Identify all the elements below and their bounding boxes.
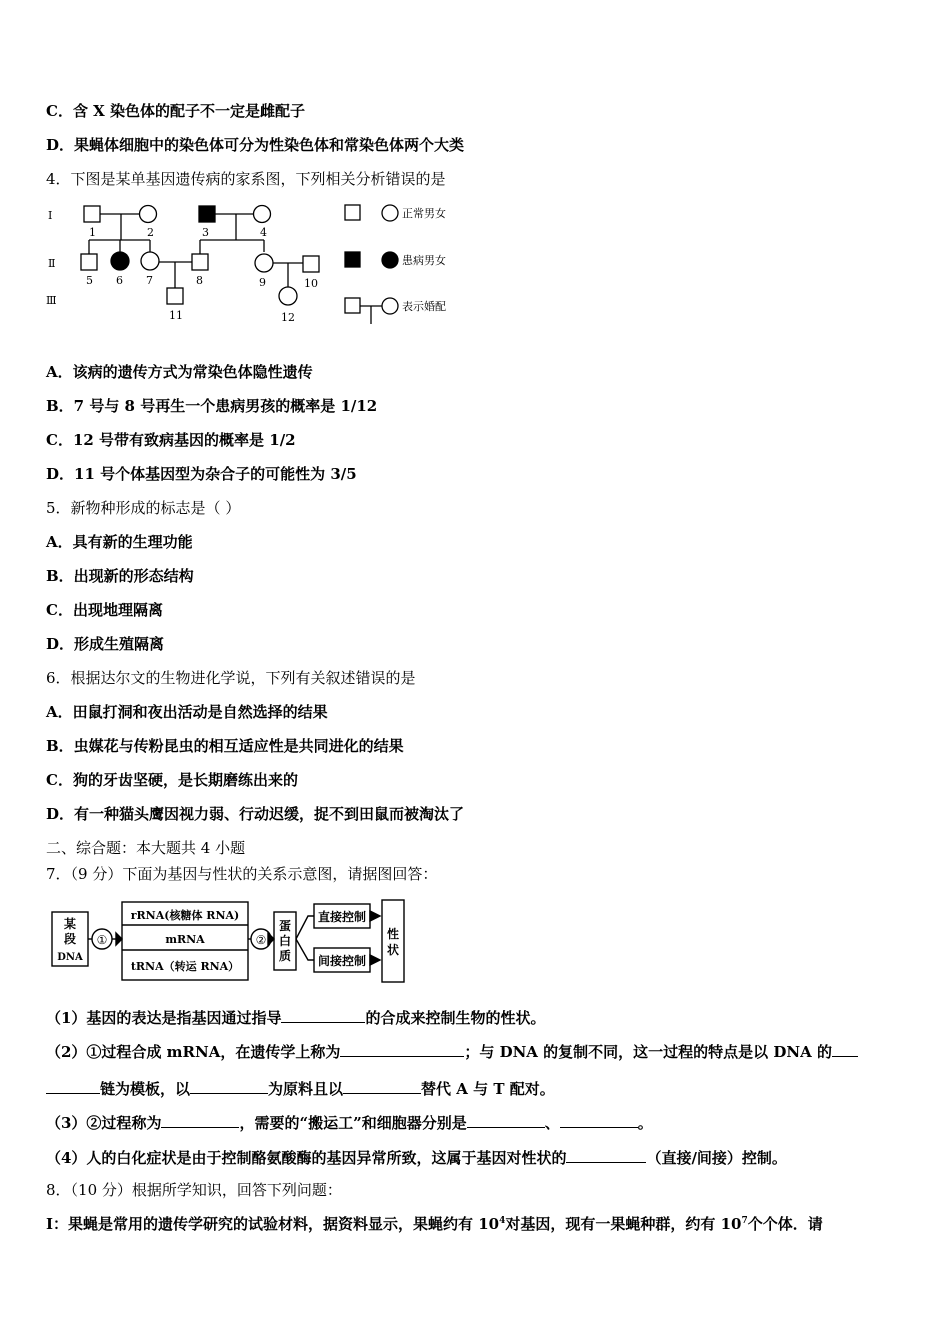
gene-expression-diagram — [50, 898, 410, 986]
q8-part1: Ⅰ：果蝇是常用的遗传学研究的试验材料，据资料显示，果蝇约有 $10^4$对基因，现有一果蝇种群，约有 $10^7$个个体．请 — [46, 1215, 823, 1233]
q5-option-a: A．具有新的生理功能 — [46, 533, 193, 551]
answer-blank[interactable] — [190, 1078, 268, 1094]
rrna-label: rRNA(核糖体 RNA) — [130, 909, 240, 922]
step1-label: ① — [96, 933, 108, 947]
mrna-label: mRNA — [165, 933, 205, 946]
q7-part2-line1: （2）①过程合成 mRNA，在遗传学上称为 ；与 DNA 的复制不同，这一过程的特点是以 DNA 的 — [46, 1041, 858, 1062]
answer-blank[interactable] — [343, 1078, 421, 1094]
q6-option-a: A．田鼠打洞和夜出活动是自然选择的结果 — [46, 703, 328, 721]
pedigree-individual-7 — [141, 252, 159, 270]
q4-option-c: C．12 号带有致病基因的概率是 1/2 — [46, 431, 296, 449]
q5-option-c: C．出现地理隔离 — [46, 601, 163, 619]
legend-affected-label: 患病男女 — [402, 254, 446, 267]
pedigree-num-2: 2 — [147, 226, 154, 239]
answer-blank[interactable] — [46, 1078, 100, 1094]
pedigree-num-11: 11 — [169, 309, 183, 322]
q6-option-b: B．虫媒花与传粉昆虫的相互适应性是共同进化的结果 — [46, 737, 404, 755]
generation-label-1: Ⅰ — [48, 209, 53, 222]
pedigree-individual-9 — [255, 254, 273, 272]
q3-option-c: C．含 X 染色体的配子不一定是雌配子 — [46, 102, 306, 120]
q6-option-c: C．狗的牙齿坚硬，是长期磨练出来的 — [46, 771, 298, 789]
q5-option-b: B．出现新的形态结构 — [46, 567, 194, 585]
legend-normal-label: 正常男女 — [402, 207, 446, 220]
trna-label: tRNA（转运 RNA） — [130, 960, 240, 973]
pedigree-individual-8 — [192, 254, 208, 270]
dna-label-line3: DNA — [57, 952, 83, 963]
direct-control-label: 直接控制 — [317, 910, 367, 924]
answer-blank[interactable] — [340, 1041, 464, 1057]
q4-option-a: A．该病的遗传方式为常染色体隐性遗传 — [46, 363, 313, 381]
q5-option-d: D．形成生殖隔离 — [46, 635, 165, 653]
protein-label-1: 蛋 — [278, 919, 292, 933]
pedigree-num-1: 1 — [89, 226, 96, 239]
pedigree-num-6: 6 — [116, 274, 123, 287]
q7-part3: （3）②过程称为 ，需要的“搬运工”和细胞器分别是 、 。 — [46, 1114, 653, 1132]
generation-label-2: Ⅱ — [48, 257, 56, 270]
answer-blank[interactable] — [281, 1007, 365, 1023]
pedigree-individual-5 — [81, 254, 97, 270]
pedigree-num-3: 3 — [202, 226, 209, 239]
indirect-control-label: 间接控制 — [317, 954, 367, 968]
pedigree-num-8: 8 — [196, 274, 203, 287]
answer-blank[interactable] — [832, 1041, 858, 1057]
protein-label-3: 质 — [278, 949, 292, 963]
q3-option-d: D．果蝇体细胞中的染色体可分为性染色体和常染色体两个大类 — [46, 136, 465, 154]
q4-option-b: B．7 号与 8 号再生一个患病男孩的概率是 1/12 — [46, 397, 378, 415]
pedigree-num-7: 7 — [146, 274, 153, 287]
protein-label-2: 白 — [278, 934, 292, 948]
legend-marriage-label: 表示婚配 — [402, 300, 446, 313]
q7-part2-line2: 链为模板，以 为原料且以 替代 A 与 T 配对。 — [46, 1078, 555, 1099]
pedigree-num-10: 10 — [304, 277, 318, 290]
generation-label-3: Ⅲ — [46, 294, 57, 307]
section-heading: 二、综合题：本大题共 4 小题 — [46, 839, 246, 857]
pedigree-num-4: 4 — [260, 226, 267, 239]
pedigree-individual-3 — [199, 206, 215, 222]
pedigree-individual-2 — [140, 206, 157, 223]
trait-label-2: 状 — [386, 943, 400, 957]
pedigree-individual-12 — [279, 287, 297, 305]
q5-stem: 5．新物种形成的标志是（ ） — [46, 499, 241, 517]
pedigree-num-5: 5 — [86, 274, 93, 287]
dna-label-line1: 某 — [63, 917, 77, 931]
pedigree-individual-6 — [111, 252, 129, 270]
pedigree-individual-10 — [303, 256, 319, 272]
step2-label: ② — [255, 933, 267, 947]
answer-blank[interactable] — [467, 1112, 545, 1128]
trait-label-1: 性 — [386, 927, 400, 941]
answer-blank[interactable] — [161, 1112, 239, 1128]
q7-part1: （1）基因的表达是指基因通过指导 的合成来控制生物的性状。 — [46, 1009, 546, 1027]
q6-option-d: D．有一种猫头鹰因视力弱、行动迟缓，捉不到田鼠而被淘汰了 — [46, 805, 465, 823]
q4-option-d: D．11 号个体基因型为杂合子的可能性为 3/5 — [46, 465, 357, 483]
pedigree-individual-1 — [84, 206, 100, 222]
pedigree-chart — [44, 200, 474, 330]
pedigree-num-9: 9 — [259, 276, 266, 289]
answer-blank[interactable] — [566, 1147, 646, 1163]
pedigree-num-12: 12 — [281, 311, 295, 324]
pedigree-individual-11 — [167, 288, 183, 304]
q4-stem: 4．下图是某单基因遗传病的家系图，下列相关分析错误的是 — [46, 170, 446, 188]
q7-part4: （4）人的白化症状是由于控制酪氨酸酶的基因异常所致，这属于基因对性状的 （直接/间接）控制。 — [46, 1149, 787, 1167]
dna-label-line2: 段 — [63, 932, 77, 946]
pedigree-individual-4 — [254, 206, 271, 223]
q8-stem: 8．（10 分）根据所学知识，回答下列问题： — [46, 1181, 342, 1199]
q6-stem: 6．根据达尔文的生物进化学说，下列有关叙述错误的是 — [46, 669, 416, 687]
q7-stem: 7．（9 分）下面为基因与性状的关系示意图，请据图回答： — [46, 865, 438, 883]
answer-blank[interactable] — [560, 1112, 638, 1128]
